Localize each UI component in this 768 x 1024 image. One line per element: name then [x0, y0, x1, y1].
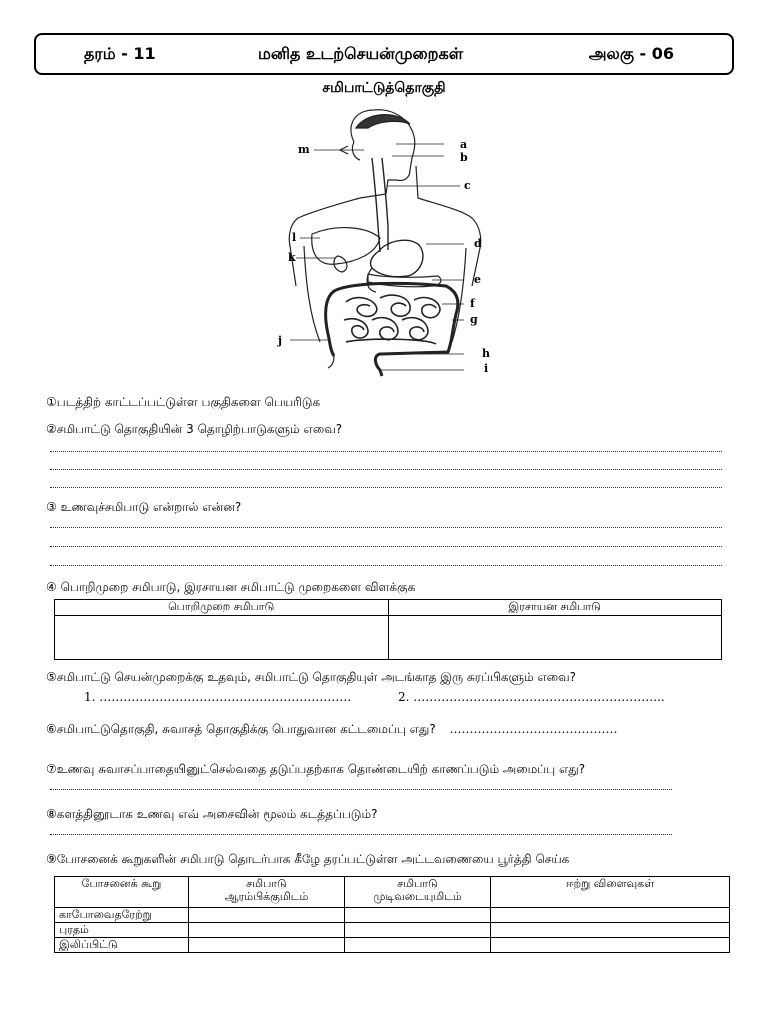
question-number: ⑨: [46, 852, 57, 866]
small-intestine: [344, 295, 440, 344]
answer-line-2[interactable]: 2. ……………………………………………………...: [398, 690, 665, 704]
header-line: போசனைக் கூறு: [81, 877, 162, 890]
diagram-label-m: m: [298, 143, 310, 156]
diagram-label-h: h: [482, 347, 490, 360]
stomach: [370, 240, 423, 276]
question-5: [46, 670, 576, 686]
question-1: [46, 395, 320, 411]
header-line: சமிபாடு: [246, 877, 287, 890]
answer-line[interactable]: [50, 478, 722, 488]
question-number: ⑦: [46, 762, 57, 776]
diagram-label-g: g: [470, 313, 478, 326]
nutrient-cell: புரதம்: [55, 923, 189, 938]
answer-cell[interactable]: [388, 616, 722, 660]
answer-line-1[interactable]: 1. ………………………………………………………: [84, 690, 352, 704]
question-6: [46, 722, 618, 738]
question-text: பொறிமுறை சமிபாடு, இரசாயன சமிபாட்டு முறைகளை விளக்குக: [56, 580, 416, 594]
table-header: [55, 877, 189, 908]
question-number: ①: [46, 395, 57, 409]
question-4: [46, 580, 415, 596]
answer-line[interactable]: [50, 518, 722, 528]
diagram-label-b: b: [460, 151, 468, 164]
question-text: சமிபாட்டு தொகுதியின் 3 தொழிற்பாடுகளும் எவை?: [56, 422, 343, 436]
section-title: சமிபாட்டுத்தொகுதி: [322, 80, 446, 96]
question-2: [46, 422, 342, 438]
question-text: போசனைக் கூறுகளின் சமிபாடு தொடர்பாக கீழே தரப்பட்டுள்ள அட்டவணையை பூர்த்தி செய்க: [56, 852, 570, 866]
diagram-label-e: e: [474, 273, 481, 286]
digestive-system-diagram: [276, 106, 516, 380]
diagram-label-f: f: [470, 297, 475, 310]
esophagus: [372, 158, 380, 252]
answer-line[interactable]: [50, 825, 672, 835]
question-7: [46, 762, 585, 778]
nutrient-cell: இலிப்பிட்டு: [55, 938, 189, 953]
header-line: சமிபாடு: [397, 877, 438, 890]
question-text: சமிபாட்டுதொகுதி, சுவாசத் தொகுதிக்கு பொதுவான கட்டமைப்பு எது?: [56, 722, 436, 736]
question-number: ⑤: [46, 670, 57, 684]
diagram-label-l: l: [292, 231, 297, 244]
table-header: [491, 877, 730, 908]
question-text: உணவு சுவாசப்பாதையினுட்செல்வதை தடுப்பதற்காக தொண்டையிற் காணப்படும் அமைப்பு எது?: [56, 762, 586, 776]
nutrient-digestion-table: [54, 876, 730, 953]
answer-cell[interactable]: [345, 938, 491, 953]
question-text: களத்தினூடாக உணவு எவ் அசைவின் மூலம் கடத்தப்படும்?: [56, 807, 378, 821]
diagram-label-j: j: [278, 334, 282, 347]
table-row: [55, 908, 730, 923]
unit-label: அலகு - 06: [588, 44, 674, 63]
question-text: படத்திற் காட்டப்பட்டுள்ள பகுதிகளை பெயரிடுக: [56, 395, 321, 409]
answer-line[interactable]: [50, 537, 722, 547]
question-3: [46, 500, 241, 516]
header-box: [34, 33, 734, 75]
question-text: உணவுச்சமிபாடு என்றால் என்ன?: [56, 500, 242, 514]
answer-cell[interactable]: [55, 616, 389, 660]
question-8: [46, 807, 378, 823]
answer-cell[interactable]: [189, 908, 345, 923]
table-header: பொறிமுறை சமிபாடு: [55, 600, 389, 616]
table-header: [189, 877, 345, 908]
answer-cell[interactable]: [491, 938, 730, 953]
header-line: முடிவடையுமிடம்: [373, 890, 462, 903]
header-line: ஈற்று விளைவுகள்: [565, 877, 655, 890]
answer-line[interactable]: [50, 460, 722, 470]
grade-label: தரம் - 11: [84, 44, 156, 63]
answer-cell[interactable]: [491, 908, 730, 923]
liver: [312, 228, 380, 265]
answer-cell[interactable]: [345, 908, 491, 923]
question-number: ④: [46, 580, 57, 594]
nutrient-cell: காபோவைதரேற்று: [55, 908, 189, 923]
digestive-diagram-svg: [276, 106, 516, 380]
answer-line[interactable]: [50, 442, 722, 452]
diagram-label-a: a: [460, 138, 468, 151]
question-number: ③: [46, 500, 57, 514]
answer-cell[interactable]: [189, 938, 345, 953]
answer-line[interactable]: [50, 556, 722, 566]
table-header: [345, 877, 491, 908]
answer-line[interactable]: ……………………………………: [449, 722, 618, 736]
question-text: சமிபாட்டு செயன்முறைக்கு உதவும், சமிபாட்டு தொகுதியுள் அடங்காத இரு சுரப்பிகளும் எவை?: [56, 670, 577, 684]
diagram-label-c: c: [464, 179, 471, 192]
question-9: [46, 852, 569, 868]
diagram-label-d: d: [474, 237, 482, 250]
answer-cell[interactable]: [189, 923, 345, 938]
mechanical-chemical-digestion-table: [54, 599, 722, 660]
diagram-label-i: i: [484, 362, 489, 375]
table-row: [55, 923, 730, 938]
question-number: ②: [46, 422, 57, 436]
header-line: ஆரம்பிக்குமிடம்: [224, 890, 309, 903]
table-header: இரசாயன சமிபாடு: [388, 600, 722, 616]
question-number: ⑧: [46, 807, 57, 821]
answer-cell[interactable]: [491, 923, 730, 938]
table-row: [55, 938, 730, 953]
question-number: ⑥: [46, 722, 57, 736]
subject-title: மனித உடற்செயன்முறைகள்: [258, 44, 464, 63]
answer-line[interactable]: [50, 780, 672, 790]
answer-cell[interactable]: [345, 923, 491, 938]
diagram-label-k: k: [288, 251, 296, 264]
